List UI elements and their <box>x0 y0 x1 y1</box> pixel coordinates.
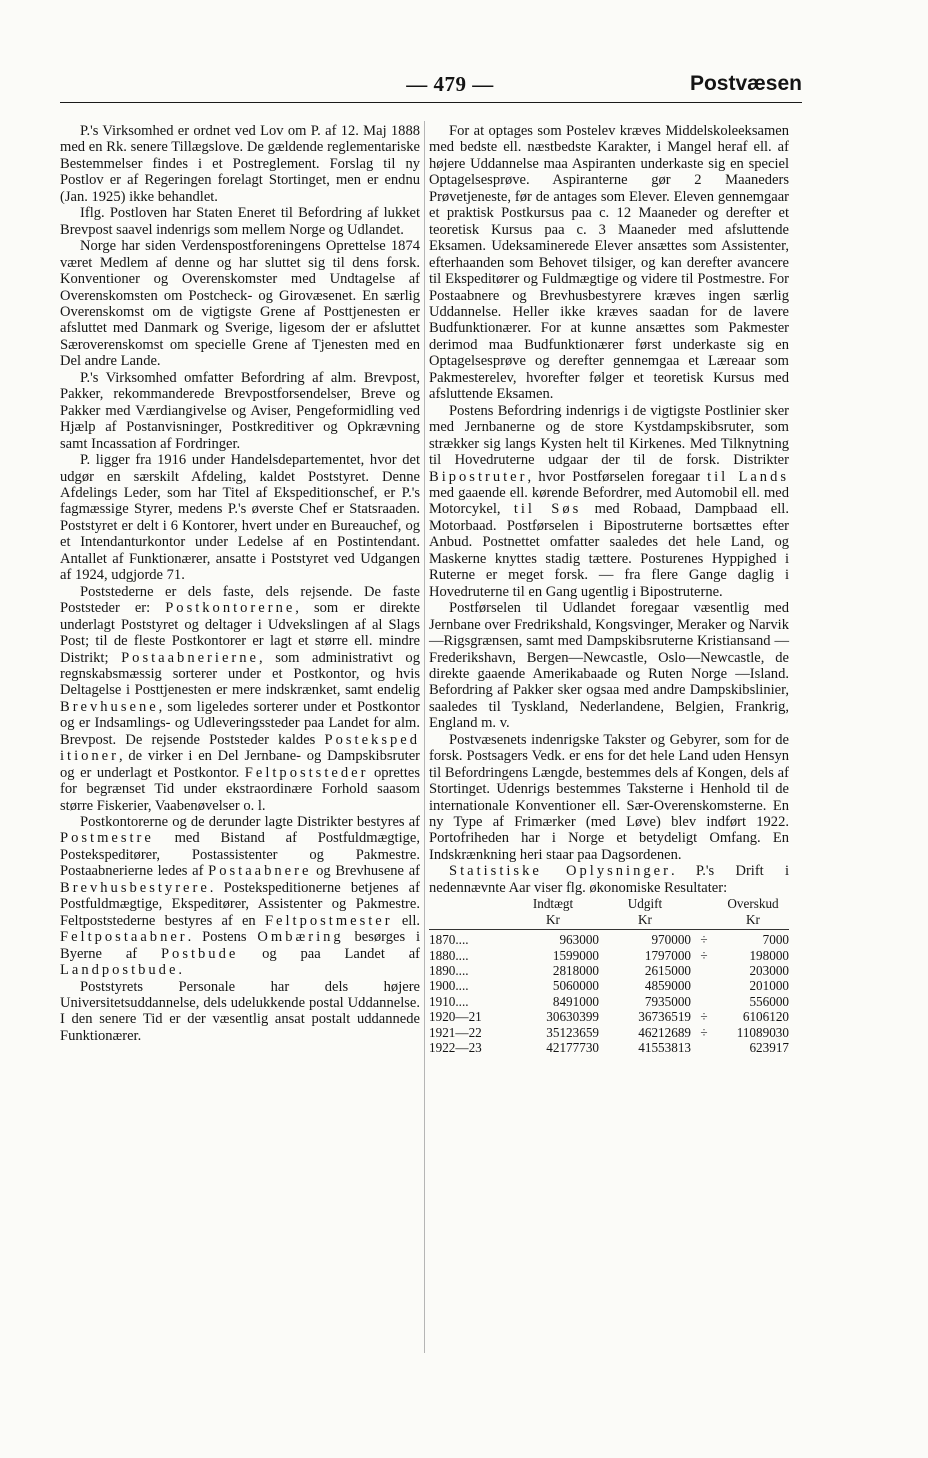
paragraph: Postvæsenets indenrigske Takster og Gebyrer, som for de forsk. Postsagers Vedk. er ens for det hele Land uden Hensyn til Befordringens Længde, bestemmes dels af Kongen, dels af Stortinget. Udenrigs bestemmes Taksterne i Henhold til de internationale Konventioner ell. Sær-Overenskomsterne. En ny Type af Frimærker (med Løve) blev indført 1922. Portofriheden har i Norge et betydeligt Omfang. En Indskrænkning heri staar paa Dagsordenen. <box>429 731 789 863</box>
surplus-header <box>717 896 789 929</box>
text-run: , som administrativt og regnskabsmæssig sorterer under et Postkontor, og hvis Deltagelse i Posttjenesten er mere indskrænket, samt endelig <box>60 649 420 699</box>
expense-cell: 1797000 <box>644 947 691 963</box>
spaced-term: til Søs <box>513 501 582 518</box>
surplus-cell: 11089030 <box>736 1024 789 1040</box>
income-header <box>507 896 599 929</box>
spaced-term: Postaabnerierne <box>121 649 259 666</box>
text-run: Postens Befordring indenrigs i de vigtigste Postlinier sker med Jernbanerne og de store Kystdampskibsruter, som strækker sig langs Kysten helt til Kirkenes. Med Tilknytning til Hovedruterne udgaar der til de forsk. Distrikter <box>429 402 789 469</box>
income-cell: 30630399 <box>546 1009 599 1025</box>
table-row <box>429 1025 789 1040</box>
paragraph: Poststyrets Personale har dels højere Universitetsuddannelse, dels udelukkende postal Uddannelse. I den senere Tid er der væsentlig ansat postalt uddannede Funktionærer. <box>60 978 420 1044</box>
paragraph <box>60 814 420 979</box>
column-unit: Kr <box>546 911 560 927</box>
text-run: og paa Landet af <box>238 945 420 962</box>
text-run: , som er direkte underlagt Poststyret og deltager i Udvekslingen af al Slags Post; til de fleste Postkontorer er lagt et større ell. mindre Distrikt; <box>60 600 420 666</box>
surplus-cell: 7000 <box>717 930 789 948</box>
text-run: Poststederne er dels faste, dels rejsende. De faste Poststeder er: <box>60 583 420 617</box>
spaced-term: Feltpostmester <box>264 912 393 929</box>
text-run: . Postens <box>187 929 258 946</box>
year-cell: 1922—23 <box>429 1039 482 1055</box>
table-header-row <box>429 896 789 929</box>
year-cell: 1900.... <box>429 978 469 994</box>
surplus-cell: 623917 <box>749 1039 789 1055</box>
column-header: Overskud <box>727 896 779 912</box>
spaced-term: Posteksped itioner <box>60 731 420 765</box>
deficit-sign: ÷ <box>700 947 708 963</box>
paragraph <box>429 863 789 896</box>
spaced-term: Ombæring <box>257 929 344 946</box>
text-run: besørges i Byerne af <box>60 929 421 962</box>
deficit-sign: ÷ <box>691 930 717 948</box>
text-run: . <box>178 962 183 979</box>
spaced-term: Feltpostaabner <box>60 929 188 946</box>
text-run: ell. <box>392 912 420 929</box>
year-cell: 1890.... <box>429 962 469 978</box>
year-cell: 1921—22 <box>429 1024 482 1040</box>
surplus-cell: 556000 <box>749 993 789 1009</box>
paragraph: P. ligger fra 1916 under Handelsdepartementet, hvor det udgør en særskilt Afdeling, kaldet Poststyret. Denne Afdelings Leder, som har Titel af Ekspeditionschef, er P.'s fagmæssige Styrer, medens P.'s øverste Chef er Statsraaden. Poststyret er delt i 6 Kontorer, hvert under en Bureauchef, og et Intendanturkontor under Ledelse af en Postintendant. Antallet af Funktionærer, ansatte i Poststyret ved Udgangen af 1924, udgjorde 71. <box>60 452 420 584</box>
text-run: , de virker i en Del Jernbane- og Dampskibsruter og er underlagt et Postkontor. <box>60 748 420 781</box>
page-number: — 479 — <box>406 72 494 96</box>
text-run: med gaaende ell. kørende Befordrer, med Automobil ell. med Motorcykel, <box>429 484 789 518</box>
deficit-sign: ÷ <box>700 1024 708 1040</box>
table-row <box>429 948 789 963</box>
text-run: oprettes for begrænset Tid under ekstraordinære Forhold saasom større Fiskerier, Vaabenøvelser o. l. <box>60 764 420 814</box>
deficit-sign <box>691 978 717 993</box>
income-cell: 1599000 <box>552 947 599 963</box>
column-unit: Kr <box>746 911 760 927</box>
paragraph <box>429 403 789 600</box>
paragraph: P.'s Virksomhed omfatter Befordring af alm. Brevpost, Pakker, rekommanderede Brevpostforsendelser, Breve og Pakker med Værdiangivelse og Aviser, Pengeformidling ved Hjælp af Postanvisninger, Postkreditiver og Opkrævning samt Incassation af Fordringer. <box>60 369 420 452</box>
table-row <box>429 1009 789 1024</box>
paragraph: Postførselen til Udlandet foregaar væsentlig med Jernbane over Fredrikshald, Kongsvinger, Meraker og Narvik—Rigsgrænsen, samt med Dampskibsruterne Kristiansand — Frederikshavn, Bergen—Newcastle, Oslo—Newcastle, de direkte gaaende Amerikabaade og Ruten Norge —Island. Befordring af Pakker sker ogsaa med andre Dampskibslinier, saaledes til Tyskland, Nederlandene, Belgien, Frankrig, England m. v. <box>429 600 789 732</box>
year-cell: 1870.... <box>429 930 507 948</box>
text-run: , hvor Postførselen foregaar <box>527 468 708 485</box>
right-column <box>429 123 789 1055</box>
expense-cell: 41553813 <box>638 1039 691 1055</box>
expense-header <box>599 896 691 929</box>
spaced-term: Statistiske Oplysninger <box>449 863 671 880</box>
paragraph: Iflg. Postloven har Staten Eneret til Befordring af lukket Brevpost saavel indenrigs som mellem Norge og Udlandet. <box>60 205 420 238</box>
text-run: . P.'s Drift i nedennævnte Aar viser flg. økonomiske Resultater: <box>429 863 789 896</box>
deficit-sign: ÷ <box>700 1009 708 1025</box>
deficit-sign <box>691 994 717 1009</box>
spaced-term: Postmestre <box>60 830 154 847</box>
income-cell: 2818000 <box>552 962 599 978</box>
page-header <box>60 72 802 103</box>
spaced-term: Brevhusbestyrere <box>60 879 210 896</box>
paragraph: P.'s Virksomhed er ordnet ved Lov om P. af 12. Maj 1888 med en Rk. senere Tillægslove. De gældende reglementariske Bestemmelser findes i et Postreglement. Forslag til ny Postlov er af Regeringen forelagt Stortinget, men er endnu (Jan. 1925) ikke behandlet. <box>60 123 420 205</box>
text-run: og Brevhusene af <box>311 863 420 880</box>
spaced-term: Brevhusene <box>60 698 159 715</box>
income-cell: 35123659 <box>546 1024 599 1040</box>
text-run: med Robaad, Dampbaad ell. Motorbaad. Postførselen i Bipostruterne bortsættes efter Anbud. Postnettet omfatter saaledes det hele Land, og Maskerne knyttes stadig tættere. Posturenes Hyppighed i Ruterne er meget forsk. — fra flere Gange daglig i Hovedruterne til en Gang ugentlig i Bipostruterne. <box>429 501 789 600</box>
year-cell: 1910.... <box>429 993 469 1009</box>
column-unit: Kr <box>638 911 652 927</box>
spaced-term: Bipostruter <box>429 468 528 485</box>
text-run: . Postekspeditionerne betjenes af Postfuldmægtige, Ekspeditører, Assistenter og Pakmestre. Feltpoststederne bestyres af en <box>60 879 420 929</box>
text-run: Postkontorerne og de derunder lagte Distrikter bestyres af <box>80 814 420 831</box>
income-cell: 8491000 <box>552 993 599 1009</box>
column-header: Udgift <box>627 896 663 912</box>
table-row <box>429 963 789 978</box>
surplus-cell: 198000 <box>749 947 789 963</box>
table-row <box>429 1040 789 1055</box>
deficit-sign <box>691 1040 717 1055</box>
table-row <box>429 994 789 1009</box>
spaced-term: Feltpoststeder <box>244 764 369 781</box>
paragraph: For at optages som Postelev kræves Middelskoleeksamen med bedste ell. næstbedste Karakter, i Mangel heraf ell. af højere Uddannelse maa Aspiranten underkaste sig en speciel Optagelsesprøve. Aspiranterne gør 2 Maaneders Prøvetjeneste, før de antages som Elever. Eleven gennemgaar et praktisk Postkursus paa c. 12 Maaneder og derefter et teoretisk Kursus paa c. 3 Maaneder med afsluttende Eksamen. Udeksaminerede Elever ansættes som Assistenter, efterhaanden som Behovet tilsiger, og kan derefter avancere til Ekspeditører og Fuldmægtige og videre til Postmestre. For Postaabnere og Brevhusbestyrere kræves ingen særlig Uddannelse. Heller ikke kræves saadan for de lavere Budfunktionærer. For at kunne ansættes som Pakmester derimod maa Budfunktionærer først underkaste sig en Optagelsesprøve og derefter gennemgaa et Læreaar som Pakmesterelev, hvorefter følger et teoretisk Kursus med afsluttende Eksamen. <box>429 123 789 403</box>
spaced-term: Landpostbude <box>60 962 179 979</box>
spaced-term: Postbude <box>160 945 239 962</box>
spaced-term: til Lands <box>707 468 790 485</box>
statistics-table <box>429 896 789 1055</box>
surplus-cell: 201000 <box>749 978 789 994</box>
left-column <box>60 123 420 1044</box>
table-row <box>429 930 789 948</box>
spaced-term: Postkontorerne <box>165 600 296 617</box>
surplus-cell: 6106120 <box>742 1009 789 1025</box>
paragraph <box>60 584 420 814</box>
expense-cell: 4859000 <box>644 978 691 994</box>
year-cell: 1880.... <box>429 947 469 963</box>
expense-cell: 2615000 <box>644 962 691 978</box>
income-cell: 963000 <box>507 930 599 948</box>
text-run: med Bistand af Postfuldmægtige, Postekspeditører, Postassistenter og Pakmestre. Postaabnerierne ledes af <box>60 830 420 880</box>
income-cell: 5060000 <box>552 978 599 994</box>
expense-cell: 7935000 <box>644 993 691 1009</box>
column-divider <box>424 121 425 1353</box>
text-run: , som ligeledes sorterer under et Postkontor og er Indsamlings- og Udleveringssteder paa Landet for alm. Brevpost. De rejsende Poststeder kaldes <box>60 698 420 748</box>
surplus-cell: 203000 <box>749 962 789 978</box>
deficit-sign <box>691 963 717 978</box>
expense-cell: 46212689 <box>638 1024 691 1040</box>
income-cell: 42177730 <box>546 1039 599 1055</box>
expense-cell: 970000 <box>599 930 691 948</box>
column-header: Indtægt <box>532 896 574 912</box>
table-row <box>429 978 789 993</box>
paragraph: Norge har siden Verdenspostforeningens Oprettelse 1874 været Medlem af denne og har sluttet sig til dens forsk. Konventioner og Overenskomster med Undtagelse af Overenskomsten om Postcheck- og Girovæsenet. En særlig Overenskomst om de vigtigste Grene af Posttjenesten er afsluttet med Danmark og Sverige, ligesom der er afsluttet Særoverenskomst om specielle Grene af Tjenesten med en Del andre Lande. <box>60 238 420 370</box>
year-cell: 1920—21 <box>429 1009 482 1025</box>
section-title: Postvæsen <box>689 72 802 95</box>
spaced-term: Postaabnere <box>208 863 312 880</box>
expense-cell: 36736519 <box>638 1009 691 1025</box>
